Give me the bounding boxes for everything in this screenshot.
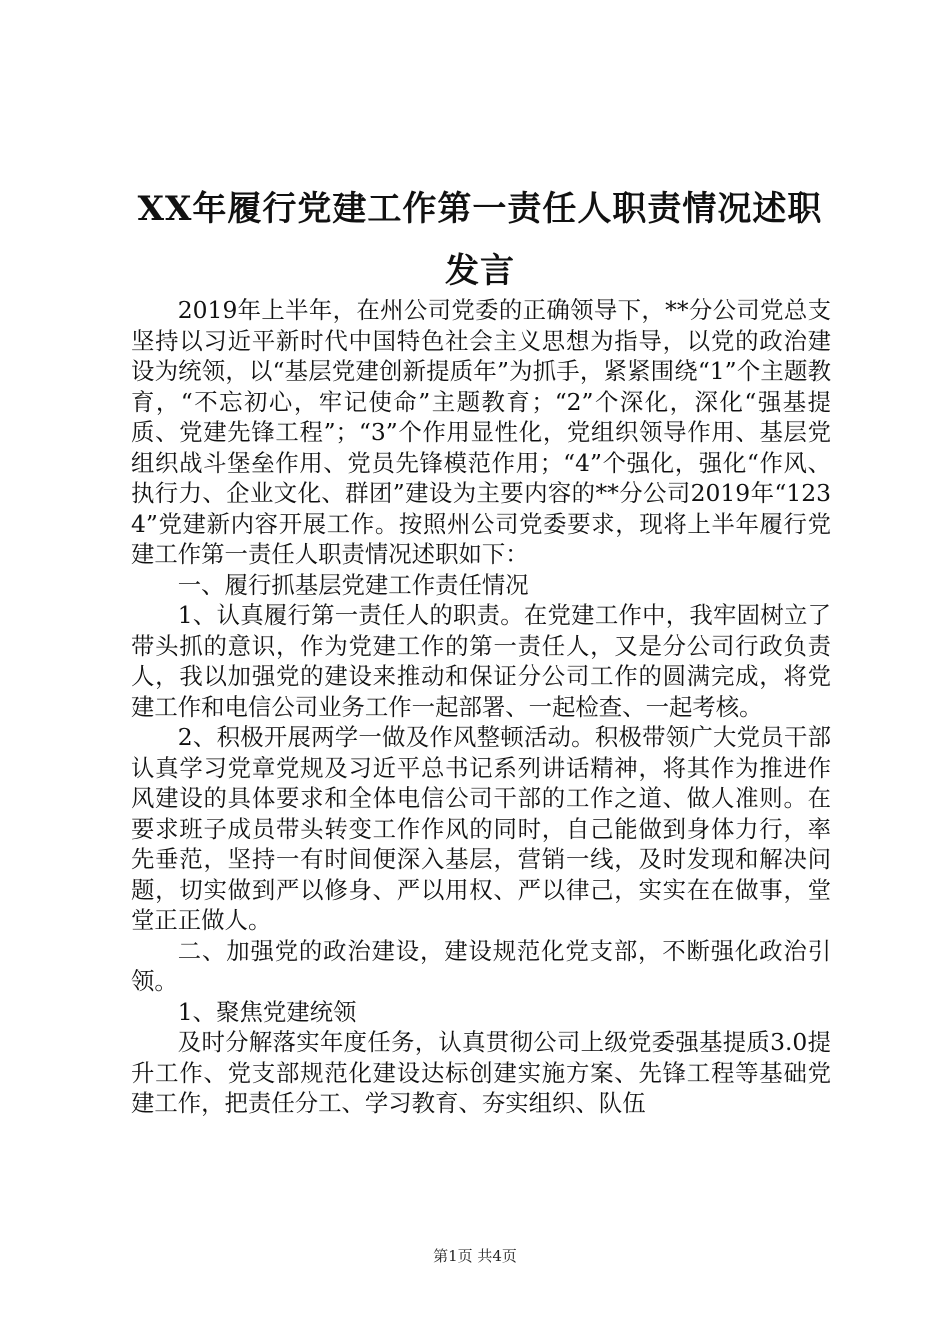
document-body [131,295,831,1119]
paragraph-item-1: 1、认真履行第一责任人的职责。在党建工作中，我牢固树立了带头抓的意识，作为党建工作的第一责任人，又是分公司行政负责人，我以加强党的建设来推动和保证分公司工作的圆满完成，将党建工作和电信公司业务工作一起部署、一起检查、一起考核。 [131,601,831,721]
document-title-line1: XX年履行党建工作第一责任人职责情况述职 [137,189,823,229]
paragraph-intro: 2019年上半年，在州公司党委的正确领导下，**分公司党总支坚持以习近平新时代中国特色社会主义思想为指导，以党的政治建设为统领，以“基层党建创新提质年”为抓手，紧紧围绕“1”个主题教育，“不忘初心，牢记使命”主题教育；“2”个深化，深化“强基提质、党建先锋工程”；“3”个作用显性化，党组织领导作用、基层党组织战斗堡垒作用、党员先锋模范作用；“4”个强化，强化“作风、执行力、企业文化、群团”建设为主要内容的**分公司2019年“1234”党建新内容开展工作。按照州公司党委要求，现将上半年履行党建工作第一责任人职责情况述职如下： [131,296,831,568]
section-heading-2: 二、加强党的政治建设，建设规范化党支部，不断强化政治引领。 [131,936,831,995]
section-heading-1: 一、履行抓基层党建工作责任情况 [177,570,529,599]
subheading-1: 1、聚焦党建统领 [177,997,357,1026]
page-number: 第1页 共4页 [433,1247,517,1265]
document-title-line2: 发言 [445,251,515,291]
paragraph-item-3: 及时分解落实年度任务，认真贯彻公司上级党委强基提质3.0提升工作、党支部规范化建设达标创建实施方案、先锋工程等基础党建工作，把责任分工、学习教育、夯实组织、队伍 [131,1028,831,1117]
paragraph-item-2: 2、积极开展两学一做及作风整顿活动。积极带领广大党员干部认真学习党章党规及习近平总书记系列讲话精神，将其作为推进作风建设的具体要求和全体电信公司干部的工作之道、做人准则。在要求班子成员带头转变工作作风的同时，自己能做到身体力行，率先垂范，坚持一有时间便深入基层，营销一线，及时发现和解决问题，切实做到严以修身、严以用权、严以律己，实实在在做事，堂堂正正做人。 [131,723,831,934]
